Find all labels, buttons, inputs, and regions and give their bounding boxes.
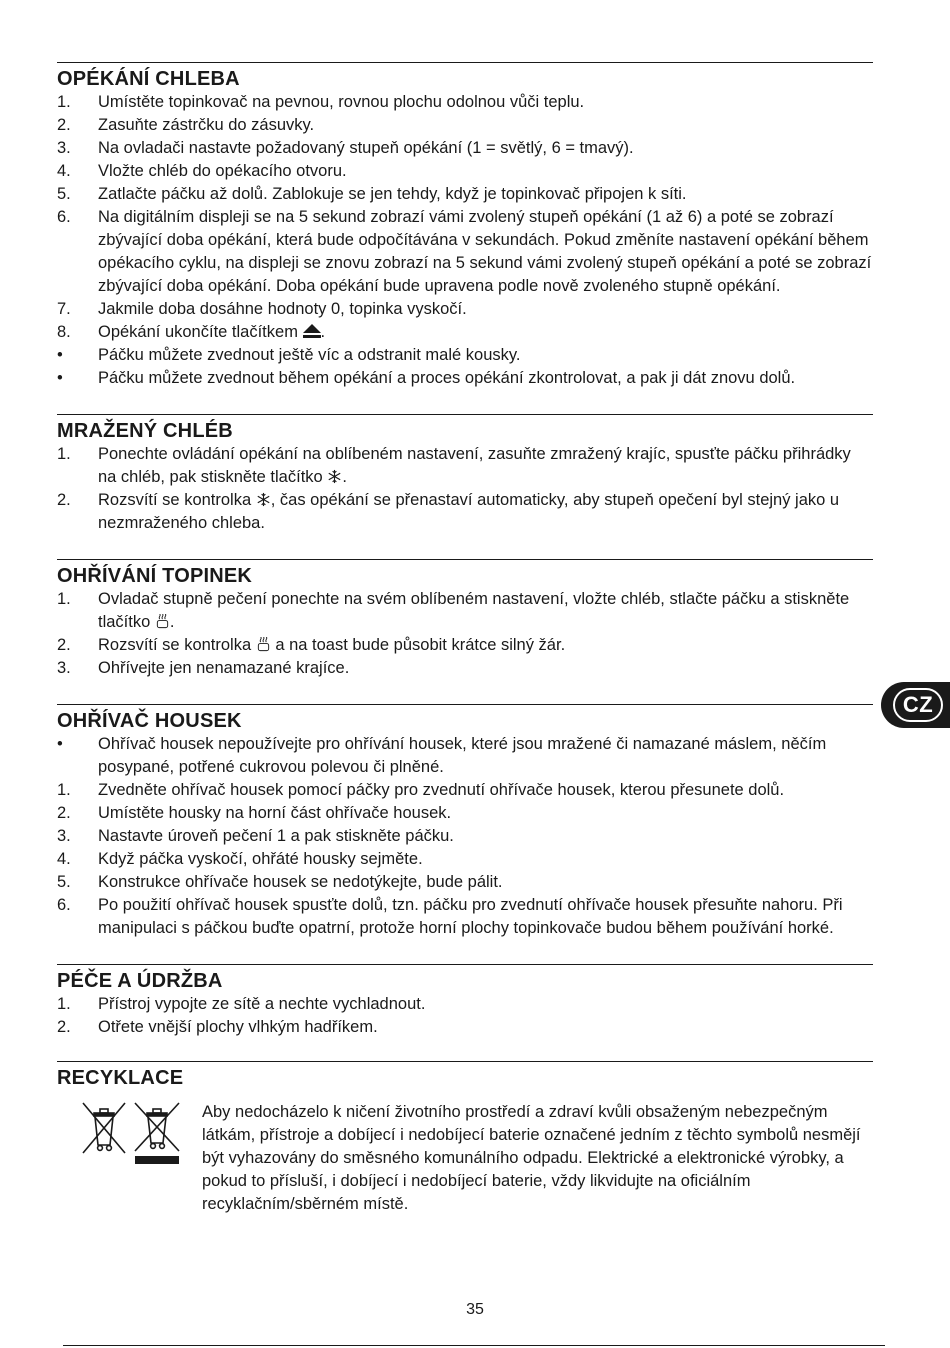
snowflake-icon [327, 469, 342, 484]
list-item: 1. Umístěte topinkovač na pevnou, rovnou plochu odolnou vůči teplu. [57, 93, 585, 111]
bun-warmer-steps [57, 733, 873, 940]
section-title: RECYKLACE [57, 1067, 184, 1089]
list-item: 1. Zvedněte ohřívač housek pomocí páčky pro zvednutí ohřívače housek, kterou přesunete dolů. [57, 781, 785, 799]
list-item: 2. Rozsvítí se kontrolka , čas opékání se přenastaví automaticky, aby stupeň opečení byl stejný jako u nezmraženého chleba. [57, 491, 840, 532]
section-title: OPÉKÁNÍ CHLEBA [57, 68, 240, 90]
reheat-icon [155, 614, 170, 629]
list-item: 7. Jakmile doba dosáhne hodnoty 0, topinka vyskočí. [57, 300, 467, 318]
list-item: 1. Ponechte ovládání opékání na oblíbeném nastavení, zasuňte zmražený krajíc, spusťte páčku přihrádky na chléb, pak stiskněte tlačítko . [57, 445, 851, 486]
list-item: • Páčku můžete zvednout ještě víc a odstranit malé kousky. [57, 346, 521, 364]
list-item: 4. Když páčka vyskočí, ohřáté housky sejměte. [57, 850, 423, 868]
recycling-symbols [57, 1101, 202, 1216]
care-steps [57, 993, 873, 1039]
crossed-bin-bar-icon [131, 1101, 183, 1165]
footer-divider [63, 1345, 885, 1346]
section-title: PÉČE A ÚDRŽBA [57, 970, 223, 992]
section-recycling [57, 1061, 873, 1216]
crossed-bin-icon [81, 1101, 127, 1157]
list-item: 6. Po použití ohřívač housek spusťte dolů, tzn. páčku pro zvednutí ohřívače housek přesuňte nahoru. Při manipulaci s páčkou buďte opatrní, protože horní plochy topinkovače budou během používání horké. [57, 896, 843, 937]
language-badge: CZ [893, 688, 943, 722]
section-title: OHŘÍVAČ HOUSEK [57, 710, 242, 732]
recycling-text: Aby nedocházelo k ničení životního prostředí a zdraví kvůli obsaženým nebezpečným látkám, přístroje a dobíjecí i nedobíjecí baterie označené jedním z těchto symbolů nesmějí být vyhazovány do směsného komunálního odpadu. Elektrické a elektronické výrobky, a pokud to přísluší, i dobíjecí i nedobíjecí baterie, vždy likvidujte na oficiálním recyklačním/sběrném místě. [202, 1103, 861, 1213]
list-item: 6. Na digitálním displeji se na 5 sekund zobrazí vámi zvolený stupeň opékání (1 až 6) a poté se zobrazí zbývající doba opékání, která bude odpočítávána v sekundách. Pokud změníte nastavení opékání během opékacího cyklu, na displeji se znovu zobrazí na 5 sekund vámi zvolený stupeň opékání a poté se zobrazí zbývající doba opékání. Doba opékání bude upravena podle nově zvoleného stupně opékání. [57, 208, 872, 295]
list-item: • Ohřívač housek nepoužívejte pro ohřívání housek, které jsou mražené či namazané máslem, něčím posypané, potřené cukrovou polevou či plněné. [57, 735, 827, 776]
recycling-block [57, 1101, 873, 1216]
list-item: 5. Zatlačte páčku až dolů. Zablokuje se jen tehdy, když je topinkovač připojen k síti. [57, 185, 687, 203]
list-item: 2. Umístěte housky na horní část ohřívače housek. [57, 804, 452, 822]
section-title: OHŘÍVÁNÍ TOPINEK [57, 565, 253, 587]
toasting-steps [57, 91, 873, 390]
list-item: 1. Přístroj vypojte ze sítě a nechte vychladnout. [57, 995, 426, 1013]
list-item: 3. Ohřívejte jen nenamazané krajíce. [57, 659, 350, 677]
section-reheat [57, 559, 873, 680]
section-care [57, 964, 873, 1039]
list-item: 1. Ovladač stupně pečení ponechte na svém oblíbeném nastavení, vložte chléb, stlačte páčku a stiskněte tlačítko . [57, 590, 850, 631]
list-item: 3. Na ovladači nastavte požadovaný stupeň opékání (1 = světlý, 6 = tmavý). [57, 139, 634, 157]
list-item: 2. Otřete vnější plochy vlhkým hadříkem. [57, 1018, 378, 1036]
list-item: 2. Zasuňte zástrčku do zásuvky. [57, 116, 315, 134]
section-bun-warmer [57, 704, 873, 940]
list-item: 2. Rozsvítí se kontrolka a na toast bude působit krátce silný žár. [57, 636, 566, 654]
snowflake-icon [256, 492, 271, 507]
frozen-steps [57, 443, 873, 535]
reheat-steps [57, 588, 873, 680]
manual-page [57, 62, 873, 1216]
page-number: 35 [466, 1301, 484, 1318]
section-frozen-bread [57, 414, 873, 535]
reheat-icon [256, 637, 271, 652]
list-item: • Páčku můžete zvednout během opékání a proces opékání zkontrolovat, a pak ji dát znovu dolů. [57, 369, 796, 387]
list-item: 4. Vložte chléb do opékacího otvoru. [57, 162, 347, 180]
list-item: 3. Nastavte úroveň pečení 1 a pak stiskněte páčku. [57, 827, 454, 845]
list-item: 5. Konstrukce ohřívače housek se nedotýkejte, bude pálit. [57, 873, 503, 891]
language-tab [881, 682, 950, 728]
section-toasting [57, 62, 873, 390]
list-item: 8. Opékání ukončíte tlačítkem . [57, 323, 326, 341]
eject-icon [303, 324, 321, 338]
section-title: MRAŽENÝ CHLÉB [57, 420, 233, 442]
